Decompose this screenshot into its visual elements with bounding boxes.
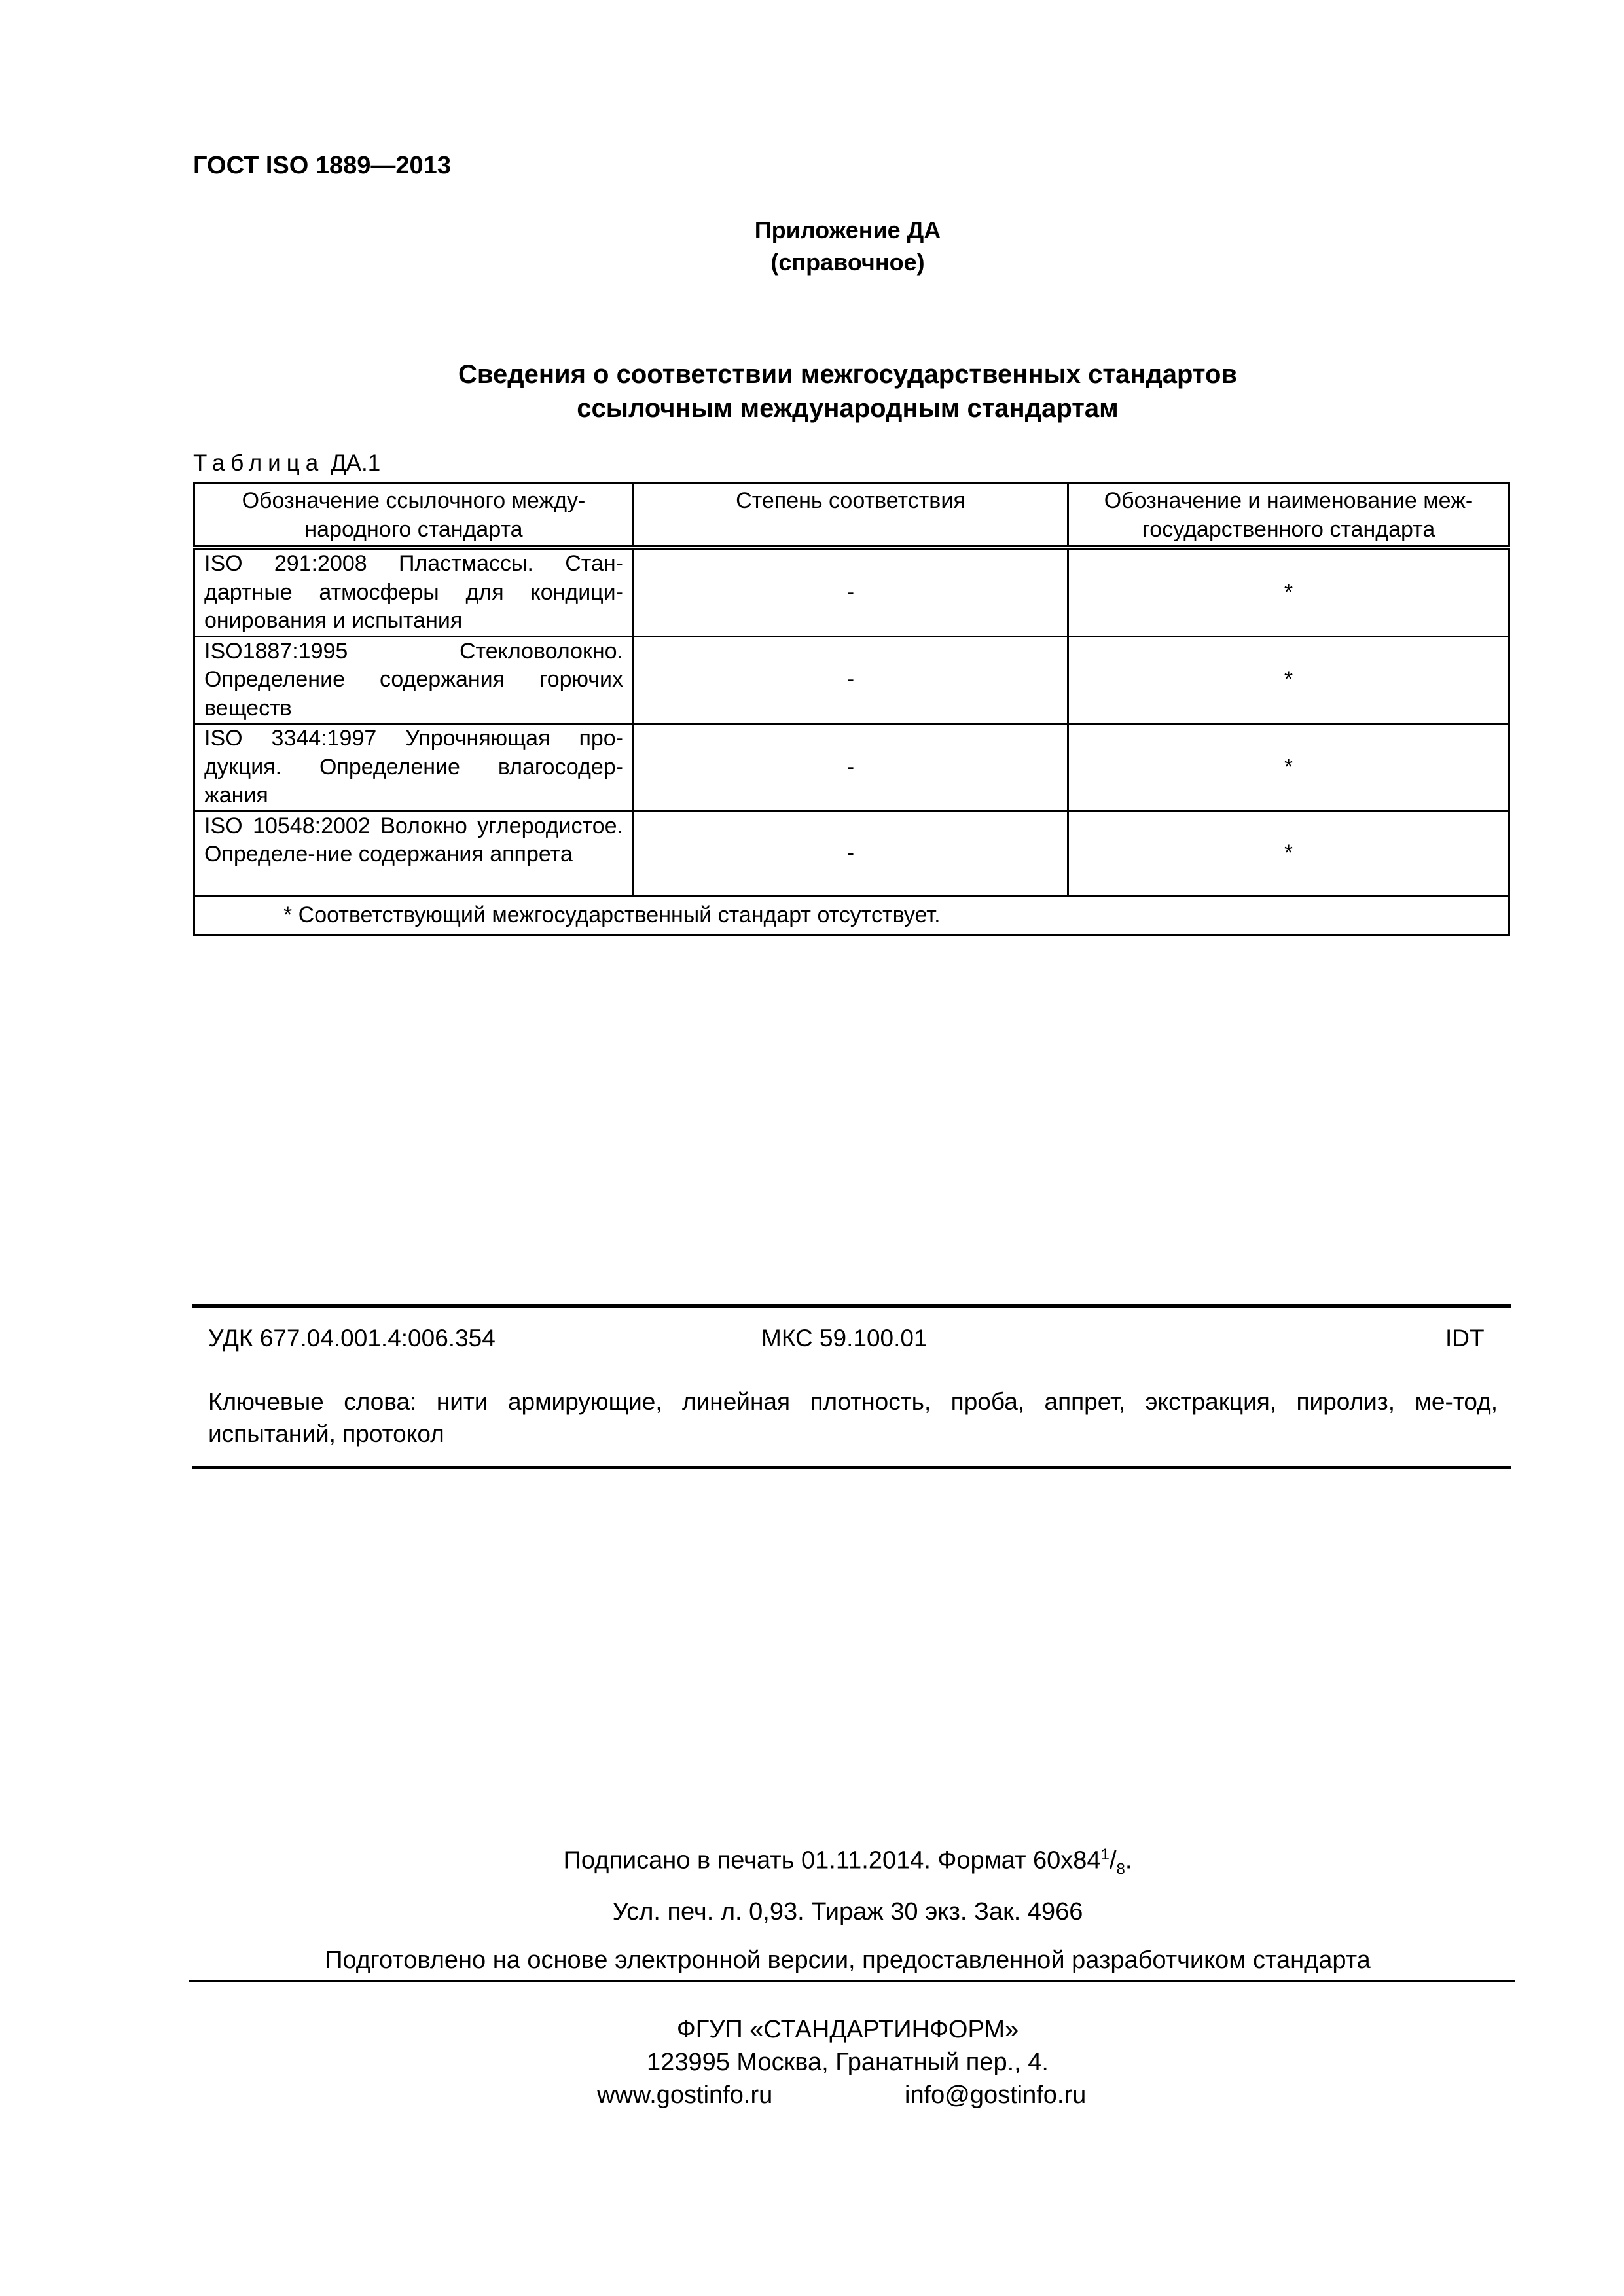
signed-for-print: Подписано в печать 01.11.2014. Формат $60x84^1/_8$. [563, 1846, 1132, 1878]
table-row [194, 724, 1509, 812]
prepared-note: Подготовлено на основе электронной версии, предоставленной разработчиком стандарта [325, 1946, 1371, 1974]
document-code: ГОСТ ISO 1889—2013 [193, 152, 451, 179]
cell-degree: - [634, 811, 1068, 896]
udk-code: УДК 677.04.001.4:006.354 [208, 1325, 496, 1352]
cell-degree: - [634, 547, 1068, 636]
cell-interstate-standard: * [1068, 636, 1509, 724]
cell-reference-standard: ISO 3344:1997 Упрочняющая про-дукция. Определение влагосодер-жания [194, 724, 634, 812]
table-row [194, 636, 1509, 724]
section-title [0, 357, 1624, 425]
classification-bottom-rule [192, 1466, 1511, 1469]
cell-reference-standard: ISO1887:1995 Стекловолокно. Определение содержания горючих веществ [194, 636, 634, 724]
appendix-type: (справочное) [770, 248, 925, 276]
table-footnote: * Соответствующий межгосударственный стандарт отсутствует. [194, 896, 1509, 935]
table-caption [193, 450, 380, 476]
idt-label: IDT [1445, 1325, 1485, 1352]
table-caption-number: ДА.1 [330, 450, 381, 476]
appendix-heading [0, 215, 1624, 278]
format-fraction-denominator: 8 [1116, 1860, 1125, 1878]
section-title-line1: Сведения о соответствии межгосударственных стандартов [458, 360, 1237, 389]
publisher-email: info@gostinfo.ru [905, 2081, 1087, 2109]
print-details: Усл. печ. л. 0,93. Тираж 30 экз. Зак. 4966 [612, 1898, 1083, 1926]
keywords: Ключевые слова: нити армирующие, линейная плотность, проба, аппрет, экстракция, пиролиз, ме-тод, испытаний, протокол [208, 1388, 1498, 1447]
classification-top-rule [192, 1304, 1511, 1308]
table-caption-word: Таблица [193, 450, 325, 476]
section-title-line2: ссылочным международным стандартам [577, 394, 1119, 423]
imprint-rule [189, 1980, 1515, 1982]
table-row [194, 811, 1509, 896]
header-degree-of-correspondence: Степень соответствия [634, 484, 1068, 548]
cell-degree: - [634, 724, 1068, 812]
publisher-name: ФГУП «СТАНДАРТИНФОРМ» [676, 2016, 1019, 2043]
table-footnote-row [194, 896, 1509, 935]
cell-reference-standard: ISO 291:2008 Пластмассы. Стан-дартные атмосферы для кондици-онирования и испытания [194, 547, 634, 636]
cell-degree: - [634, 636, 1068, 724]
cell-reference-standard: ISO 10548:2002 Волокно углеродистое. Определе-ние содержания аппрета [194, 811, 634, 896]
table-row [194, 547, 1509, 636]
appendix-label: Приложение ДА [754, 217, 941, 243]
cell-interstate-standard: * [1068, 811, 1509, 896]
cell-interstate-standard: * [1068, 724, 1509, 812]
reference-standards-table [193, 482, 1510, 936]
publisher-address: 123995 Москва, Гранатный пер., 4. [647, 2049, 1049, 2076]
mks-code: МКС 59.100.01 [761, 1325, 928, 1352]
signed-text: Подписано в печать 01.11.2014. Формат 60x84 [563, 1846, 1101, 1874]
publisher-website: www.gostinfo.ru [597, 2081, 773, 2109]
format-fraction-numerator: 1 [1100, 1846, 1110, 1863]
header-reference-standard: Обозначение ссылочного между-народного стандарта [194, 484, 634, 548]
header-interstate-standard: Обозначение и наименование меж-государственного стандарта [1068, 484, 1509, 548]
cell-interstate-standard: * [1068, 547, 1509, 636]
table-header-row [194, 484, 1509, 548]
